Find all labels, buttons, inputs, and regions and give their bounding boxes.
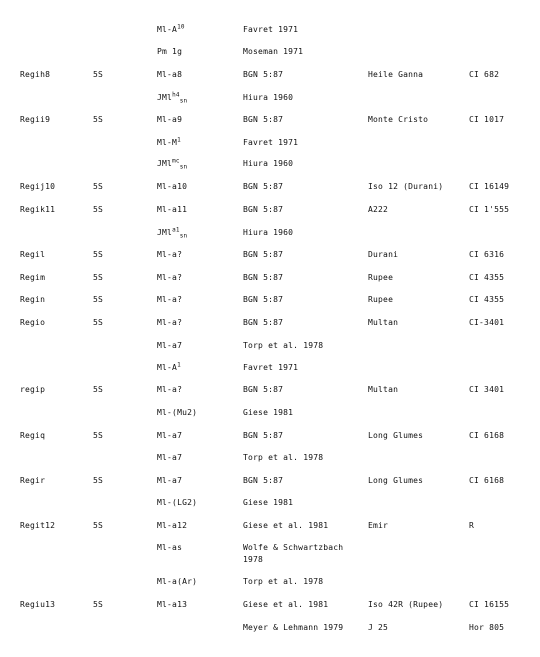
- chromosome-arm: 5S: [93, 182, 104, 191]
- locus-name: Regih8: [20, 70, 51, 79]
- allele-symbol: Ml-a?: [157, 385, 183, 394]
- reference: Giese 1981: [243, 498, 294, 507]
- chromosome-arm: 5S: [93, 385, 104, 394]
- reference: Favret 1971: [243, 363, 299, 372]
- allele-symbol: Ml-a12: [157, 521, 188, 530]
- accession-number: CI 4355: [469, 295, 505, 304]
- chromosome-arm: 5S: [93, 250, 104, 259]
- locus-name: Regim: [20, 273, 46, 282]
- table-row: [0, 542, 540, 564]
- allele-subscript: sn: [179, 97, 188, 105]
- table-row: [0, 227, 540, 241]
- chromosome-arm: 5S: [93, 521, 104, 530]
- table-row: [0, 294, 540, 308]
- allele-superscript: h4: [172, 91, 180, 99]
- accession-number: CI 16149: [469, 182, 510, 191]
- chromosome-arm: 5S: [93, 205, 104, 214]
- allele-superscript: 10: [177, 23, 185, 31]
- allele-symbol: Ml-a?: [157, 295, 183, 304]
- allele-symbol: Ml-a8: [157, 70, 183, 79]
- source-cultivar: Rupee: [368, 273, 394, 282]
- accession-number: CI 1'555: [469, 205, 510, 214]
- allele-symbol: Ml-a?: [157, 318, 183, 327]
- table-row: [0, 46, 540, 60]
- source-cultivar: Durani: [368, 250, 399, 259]
- chromosome-arm: 5S: [93, 115, 104, 124]
- allele-subscript: sn: [179, 163, 188, 171]
- source-cultivar: Emir: [368, 521, 389, 530]
- chromosome-arm: 5S: [93, 431, 104, 440]
- allele-symbol: JMl$^{mc}_{sn}$: [157, 157, 188, 171]
- locus-name: Regio: [20, 318, 46, 327]
- reference: BGN 5:87: [243, 295, 284, 304]
- locus-name: Regii9: [20, 115, 51, 124]
- allele-symbol: Ml-a7: [157, 453, 183, 462]
- reference: Favret 1971: [243, 138, 299, 147]
- allele-symbol: Ml-(Mu2): [157, 408, 198, 417]
- allele-superscript: a1: [172, 226, 180, 234]
- accession-number: CI 4355: [469, 273, 505, 282]
- source-cultivar: Rupee: [368, 295, 394, 304]
- allele-superscript: 1: [177, 361, 181, 369]
- locus-name: Regiq: [20, 431, 46, 440]
- table-row: [0, 204, 540, 218]
- allele-superscript: mc: [172, 157, 180, 165]
- allele-symbol: JMl$^{a1}_{sn}$: [157, 226, 188, 240]
- reference: Giese 1981: [243, 408, 294, 417]
- reference: Hiura 1960: [243, 93, 294, 102]
- accession-number: CI 6168: [469, 476, 505, 485]
- reference: Torp et al. 1978: [243, 341, 324, 350]
- table-row: [0, 340, 540, 354]
- allele-symbol: Ml-a?: [157, 273, 183, 282]
- source-cultivar: Monte Cristo: [368, 115, 429, 124]
- allele-symbol: $Ml-A^{10}$: [157, 23, 185, 34]
- reference: BGN 5:87: [243, 115, 284, 124]
- accession-number: CI 3401: [469, 385, 505, 394]
- reference: BGN 5:87: [243, 70, 284, 79]
- allele-symbol: Ml-a10: [157, 182, 188, 191]
- table-row: [0, 430, 540, 444]
- table-row: [0, 158, 540, 172]
- reference: Moseman 1971: [243, 47, 304, 56]
- reference: Hiura 1960: [243, 228, 294, 237]
- table-row: [0, 249, 540, 263]
- table-row: [0, 407, 540, 421]
- locus-name: Regil: [20, 250, 46, 259]
- table-row: [0, 114, 540, 128]
- allele-symbol: JMl$^{h4}_{sn}$: [157, 91, 188, 105]
- chromosome-arm: 5S: [93, 600, 104, 609]
- allele-symbol: Ml-as: [157, 543, 183, 552]
- locus-name: Regin: [20, 295, 46, 304]
- reference: Torp et al. 1978: [243, 577, 324, 586]
- reference: Favret 1971: [243, 25, 299, 34]
- chromosome-arm: 5S: [93, 476, 104, 485]
- allele-symbol: Ml-a(Ar): [157, 577, 198, 586]
- allele-symbol: $Ml-A^1$: [157, 361, 181, 372]
- table-row: [0, 24, 540, 38]
- allele-superscript: 1: [177, 136, 181, 144]
- reference: BGN 5:87: [243, 182, 284, 191]
- reference: Torp et al. 1978: [243, 453, 324, 462]
- source-cultivar: Long Glumes: [368, 431, 424, 440]
- source-cultivar: Iso 12 (Durani): [368, 182, 444, 191]
- reference: Hiura 1960: [243, 159, 294, 168]
- accession-number: CI 6168: [469, 431, 505, 440]
- locus-name: Regir: [20, 476, 46, 485]
- table-row: [0, 599, 540, 613]
- table-row: [0, 362, 540, 376]
- source-cultivar: J 25: [368, 623, 389, 632]
- reference: BGN 5:87: [243, 318, 284, 327]
- locus-name: Regiu13: [20, 600, 56, 609]
- table-row: [0, 384, 540, 398]
- allele-symbol: Ml-a7: [157, 431, 183, 440]
- chromosome-arm: 5S: [93, 273, 104, 282]
- reference: Wolfe & Schwartzbach 1978: [243, 543, 344, 564]
- accession-number: CI 6316: [469, 250, 505, 259]
- reference: BGN 5:87: [243, 273, 284, 282]
- chromosome-arm: 5S: [93, 318, 104, 327]
- allele-symbol: Ml-a7: [157, 341, 183, 350]
- accession-number: CI 1017: [469, 115, 505, 124]
- allele-symbol: Ml-a9: [157, 115, 183, 124]
- table-row: [0, 576, 540, 590]
- chromosome-arm: 5S: [93, 295, 104, 304]
- table-row: [0, 475, 540, 489]
- accession-number: Hor 805: [469, 623, 505, 632]
- accession-number: R: [469, 521, 475, 530]
- reference: Giese et al. 1981: [243, 521, 329, 530]
- reference: BGN 5:87: [243, 385, 284, 394]
- accession-number: CI 16155: [469, 600, 510, 609]
- reference: Giese et al. 1981: [243, 600, 329, 609]
- accession-number: CI-3401: [469, 318, 505, 327]
- table-row: [0, 520, 540, 534]
- source-cultivar: Long Glumes: [368, 476, 424, 485]
- allele-symbol: Ml-a?: [157, 250, 183, 259]
- allele-symbol: Ml-a13: [157, 600, 188, 609]
- reference: BGN 5:87: [243, 205, 284, 214]
- allele-symbol: Ml-(LG2): [157, 498, 198, 507]
- source-cultivar: Multan: [368, 385, 399, 394]
- accession-number: CI 682: [469, 70, 500, 79]
- table-row: [0, 69, 540, 83]
- allele-symbol: Ml-a7: [157, 476, 183, 485]
- source-cultivar: Heile Ganna: [368, 70, 424, 79]
- allele-symbol: Ml-a11: [157, 205, 188, 214]
- reference: BGN 5:87: [243, 250, 284, 259]
- table-row: [0, 317, 540, 331]
- chromosome-arm: 5S: [93, 70, 104, 79]
- source-cultivar: Multan: [368, 318, 399, 327]
- source-cultivar: A222: [368, 205, 389, 214]
- table-row: [0, 181, 540, 195]
- table-row: [0, 622, 540, 636]
- locus-name: regip: [20, 385, 46, 394]
- table-row: [0, 272, 540, 286]
- reference: BGN 5:87: [243, 476, 284, 485]
- source-cultivar: Iso 42R (Rupee): [368, 600, 444, 609]
- table-row: [0, 452, 540, 466]
- reference: BGN 5:87: [243, 431, 284, 440]
- allele-subscript: sn: [179, 232, 188, 240]
- allele-symbol: Pm 1g: [157, 47, 183, 56]
- locus-name: Regik11: [20, 205, 56, 214]
- table-row: [0, 92, 540, 106]
- table-row: [0, 137, 540, 151]
- locus-name: Regit12: [20, 521, 56, 530]
- table-row: [0, 497, 540, 511]
- reference: Meyer & Lehmann 1979: [243, 623, 344, 632]
- allele-symbol: $Ml-M^1$: [157, 136, 181, 147]
- locus-name: Regij10: [20, 182, 56, 191]
